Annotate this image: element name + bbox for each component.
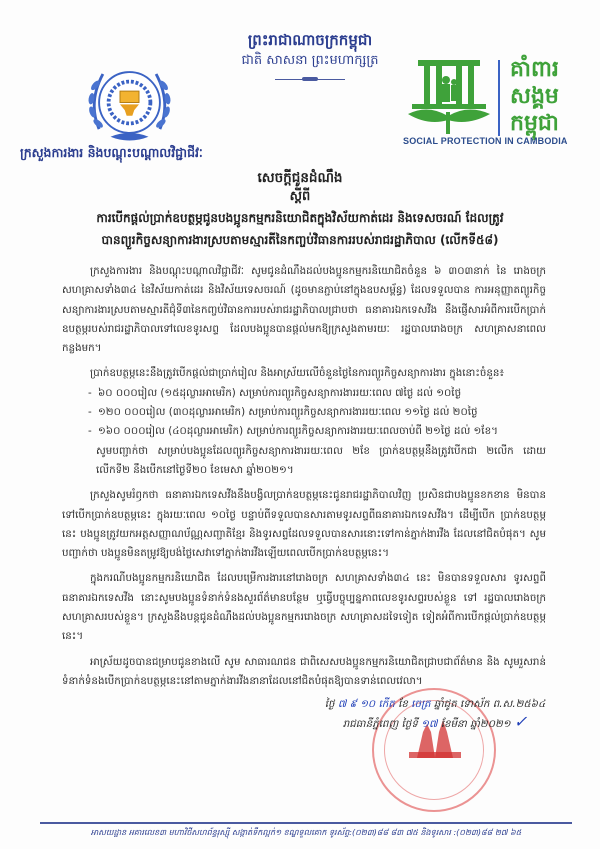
notice-body bbox=[62, 262, 546, 697]
social-protection-logo bbox=[398, 52, 598, 142]
paragraph-conclusion: អាស្រ័យដូចបានជម្រាបជូនខាងលើ សូម សាធារណជន ជាពិសេសបងប្អូនកម្មករនិយោជិតជ្រាបជាព័ត៌មាន និង សូមរួសរាន់ទំនាក់ទំនងបើកប្រាក់ឧបត្ថម្ភនេះនៅតាមភ្នាក់ងារវីងនានាដែលនៅជិតបំផុតឱ្យបានទាន់ពេលវេលា។ bbox=[62, 655, 546, 687]
social-protection-caption: SOCIAL PROTECTION IN CAMBODIA bbox=[403, 136, 568, 146]
lunar-year: ឆ្នាំជូត ទោស័ក ព.ស.២៥៦៤ bbox=[433, 698, 546, 710]
notice-subject-line2: បានព្យួរកិច្ចសន្យាការងារស្របតាមស្មារតីនៃកញ្ចប់វិធានការរបស់រាជរដ្ឋាភិបាល (លើកទី៥៨) bbox=[101, 233, 499, 247]
notice-title-block bbox=[40, 168, 560, 250]
ministry-name: ក្រសួងការងារ និងបណ្តុះបណ្តាលវិជ្ជាជីវៈ bbox=[20, 145, 203, 160]
date-signature-block bbox=[290, 695, 580, 733]
amount-list bbox=[62, 384, 546, 442]
paragraph-intro: ក្រសួងការងារ និងបណ្តុះបណ្តាលវិជ្ជាជីវៈ សូមជូនដំណឹងដល់បងប្អូនកម្មករនិយោជិតចំនួន ៦ ៣០៣នាក់ នៃ រោងចក្រ សហគ្រាសទាំង៣៤ នៃវិស័យកាត់ដេរ និងវិស័យទេសចរណ៍ (ដូចមានភ្ជាប់នៅក្នុងឧបសម្ព័ន្ធ) ដែលទទួលបាន ការអនុញ្ញាតព្យួរកិច្ចសន្យាការងារស្របតាមស្មារតីជុំទី៣នៃកញ្ចប់វិធានការរបស់រាជរដ្ឋាភិបាលជ្រាបថា ធនាគារឯកទេសវីង នឹងផ្ញើសារអំពីការបើកប្រាក់ឧបត្ថម្ភរបស់រាជរដ្ឋាភិបាលទៅលេខទូរសព្ទ ដែលបងប្អូនបានផ្តល់មកឱ្យក្រសួងតាមរយៈ រដ្ឋបាលរោងចក្រ សហគ្រាសនាពេលកន្លងមក។ bbox=[62, 265, 546, 355]
ornament-divider-icon bbox=[275, 76, 345, 82]
handwritten-lunar-day: ៧ ៩ ១០ កើត bbox=[337, 698, 395, 710]
paragraph-reminder: ក្រសួងសូមរំឭកថា ធនាគារឯកទេសវីងនឹងបង្វិលប្រាក់ឧបត្ថម្ភនេះជូនរាជរដ្ឋាភិបាលវិញ ប្រសិនជាបងប្អូនខកខាន មិនបានទៅបើកប្រាក់ឧបត្ថម្ភនេះ ក្នុងរយៈពេល ១០ថ្ងៃ បន្ទាប់ពីទទួលបានសារតាមទូរសព្ទពីធនាគារឯកទេសវីង។ ដើម្បីបើក ប្រាក់ឧបត្ថម្ភនេះ បងប្អូនត្រូវយកអត្តសញ្ញាណប័ណ្ណសញ្ជាតិខ្មែរ និងទូរសព្ទដែលទទួលបានសារនោះទៅកាន់ភ្នាក់ងារវីង ដែលនៅជិតបំផុត។ សូមបញ្ជាក់ថា បងប្អូនមិនតម្រូវឱ្យបង់ថ្លៃសេវាទៅភ្នាក់ងារវីងឡើយពេលបើកប្រាក់ឧបត្ថម្ភនេះ។ bbox=[62, 489, 546, 560]
footer-address: អាសយដ្ឋាន អគារលេខ៣ មហាវិថីសហព័ន្ធរុស្ស៊ី សង្កាត់ទឹកល្អក់១ ខណ្ឌទួលគោក ទូរស័ព្ទ:(០២៣)៨៨ ៨៣ ៧៥ និងទូរសារ :(០២៣)៨៨ ២៧ ៦៥ bbox=[90, 828, 522, 837]
amount-item: - ១៦០ ០០០រៀល (៤០ដុល្លារអាមេរិក) សម្រាប់ការព្យួរកិច្ចសន្យាការងាររយៈពេលចាប់ពី ២១ថ្ងៃ ដល់ ១ខែ។ bbox=[88, 422, 546, 441]
lunar-date-line bbox=[290, 695, 580, 713]
signature-initial-icon: ✓ bbox=[513, 712, 528, 731]
paragraph-no-sms: ក្នុងករណីបងប្អូនកម្មករនិយោជិត ដែលបម្រើការងារនៅរោងចក្រ សហគ្រាសទាំង៣៤ នេះ មិនបានទទួលសារ ទូរសព្ទពីធនាគារឯកទេសវីង នោះសូមបងប្អូនទំនាក់ទំនងសួរព័ត៌មានបន្ថែម ឬធ្វើបច្ចុប្បន្នភាពលេខទូរសព្ទរបស់ខ្លួន ទៅ រដ្ឋបាលរោងចក្រ សហគ្រាសរបស់ខ្លួន។ ក្រសួងនឹងបន្តជូនដំណឹងដល់បងប្អូនកម្មកររោងចក្រ សហគ្រាសដទៃទៀត ទៀតអំពីការបើកផ្តល់ប្រាក់ឧបត្ថម្ភនេះ។ bbox=[62, 572, 546, 643]
solar-date-line bbox=[290, 713, 580, 733]
ministry-seal-icon bbox=[82, 55, 177, 150]
sp-khmer-line2: សង្គម bbox=[510, 84, 559, 109]
amount-item: - ១២០ ០០០រៀល (៣០ដុល្លារអាមេរិក) សម្រាប់ការព្យួរកិច្ចសន្យាការងាររយៈពេល ១១ថ្ងៃ ដល់ ២០ថ្ងៃ bbox=[88, 403, 546, 422]
notice-heading: សេចក្តីជូនដំណឹង bbox=[257, 170, 343, 186]
kingdom-header bbox=[230, 30, 390, 82]
month-year: ខែមីនា ឆ្នាំ២០២១ bbox=[440, 718, 511, 730]
footer-divider bbox=[40, 822, 572, 824]
national-motto: ជាតិ សាសនា ព្រះមហាក្សត្រ bbox=[241, 53, 379, 68]
notice-subject-line1: ការបើកផ្តល់ប្រាក់ឧបត្ថម្ភជូនបងប្អូនកម្មករនិយោជិតក្នុងវិស័យកាត់ដេរ និងទេសចរណ៍ ដែលត្រូវ bbox=[96, 211, 504, 225]
kingdom-title: ព្រះរាជាណាចក្រកម្ពុជា bbox=[247, 31, 373, 49]
paragraph-amounts-intro: ប្រាក់ឧបត្ថម្ភនេះនឹងត្រូវបើកផ្តល់ជាប្រាក់រៀល និងអាស្រ័យលើចំនួនថ្ងៃនៃការព្យួរកិច្ចសន្យាការងារ ក្នុងនោះចំនួន៖ bbox=[90, 367, 504, 380]
handwritten-lunar-month: ចេត្រ bbox=[411, 698, 431, 710]
sp-khmer-line1: គាំពារ bbox=[510, 57, 559, 82]
notice-subject-label: ស្តីពី bbox=[289, 189, 311, 204]
lunar-month-label: ខែ bbox=[398, 698, 408, 710]
place-date-label: រាជធានីភ្នំពេញ ថ្ងៃទី bbox=[342, 718, 418, 730]
sp-khmer-line3: កម្ពុជា bbox=[510, 111, 559, 136]
lunar-day-label: ថ្ងៃ bbox=[324, 698, 335, 710]
paragraph-note: សូមបញ្ជាក់ថា សម្រាប់បងប្អូនដែលព្យួរកិច្ចសន្យាការងាររយៈពេល ២ខែ ប្រាក់ឧបត្ថម្ភនឹងត្រូវបើកជា ២លើក ដោយលើកទី២ នឹងបើកនៅថ្ងៃទី២០ ខែមេសា ឆ្នាំ២០២១។ bbox=[96, 444, 546, 476]
handwritten-day: ១៧ bbox=[421, 718, 438, 730]
amount-item: - ៦០ ០០០រៀល (១៥ដុល្លារអាមេរិក) សម្រាប់ការព្យួរកិច្ចសន្យាការងាររយៈពេល ៧ថ្ងៃ ដល់ ១០ថ្ងៃ bbox=[88, 384, 546, 403]
